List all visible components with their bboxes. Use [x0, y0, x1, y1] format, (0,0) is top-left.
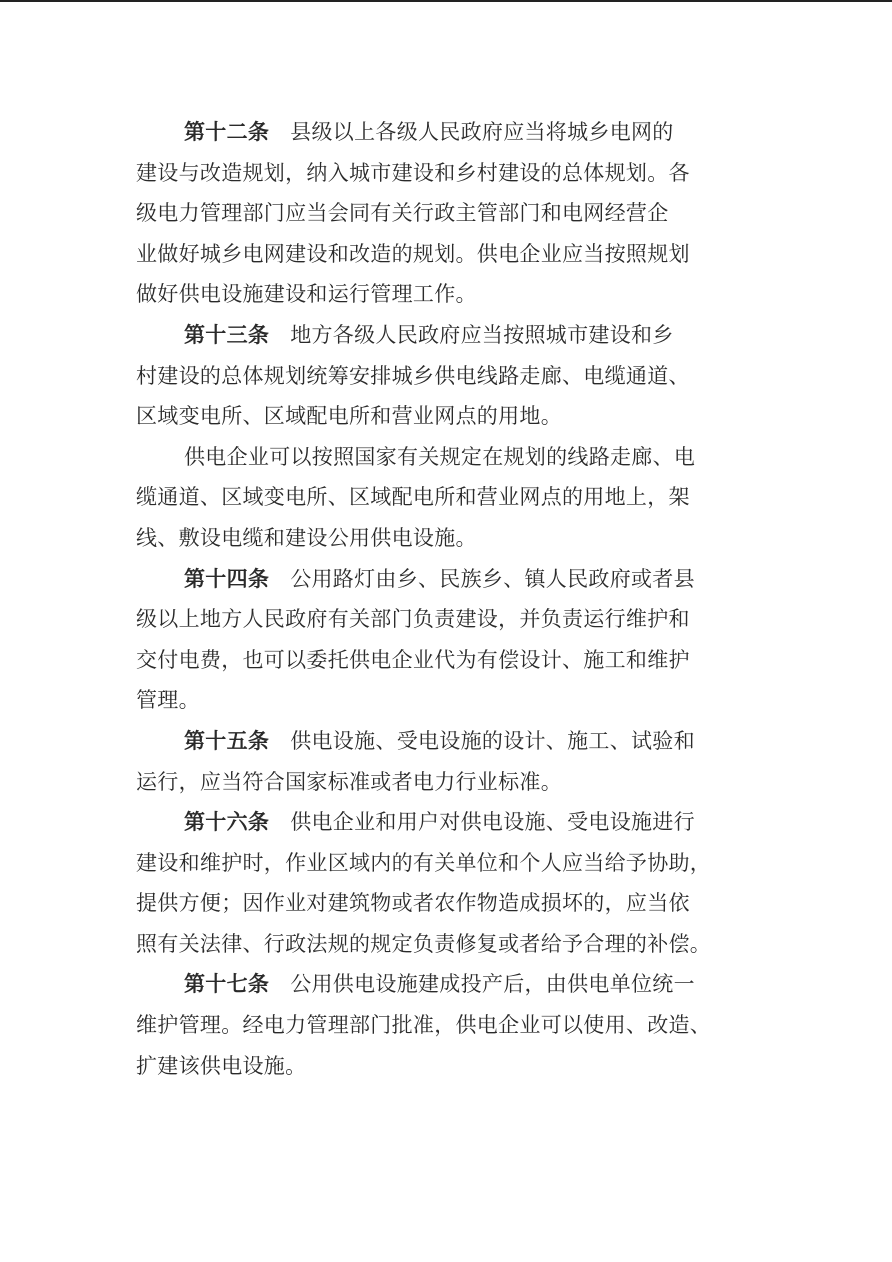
- text-line: 管理。: [136, 688, 200, 713]
- text-line: 县级以上各级人民政府应当将城乡电网的: [290, 120, 674, 144]
- text-line: 供电设施、受电设施的设计、施工、试验和: [290, 728, 695, 753]
- article-number: 第十四条: [184, 565, 270, 591]
- text-line: 区域变电所、区域配电所和营业网点的用地。: [136, 404, 562, 429]
- text-line: 公用供电设施建成投产后，由供电单位统一: [290, 972, 695, 997]
- text-line: 维护管理。经电力管理部门批准，供电企业可以使用、改造、: [136, 1013, 712, 1038]
- text-line: 公用路灯由乡、民族乡、镇人民政府或者县: [290, 566, 695, 591]
- text-line: 建设与改造规划，纳入城市建设和乡村建设的总体规划。各: [136, 160, 690, 185]
- text-line: 扩建该供电设施。: [136, 1053, 307, 1078]
- article-13-paragraph: [136, 315, 758, 437]
- article-number: 第十六条: [184, 809, 270, 835]
- article-number: 第十七条: [184, 971, 270, 997]
- text-line: 做好供电设施建设和运行管理工作。: [136, 282, 477, 307]
- text-line: 业做好城乡电网建设和改造的规划。供电企业应当按照规划: [136, 241, 690, 266]
- text-line: 运行，应当符合国家标准或者电力行业标准。: [136, 769, 562, 794]
- article-15-paragraph: [136, 721, 758, 802]
- text-line: 线、敷设电缆和建设公用供电设施。: [136, 525, 477, 550]
- text-line: 供电企业和用户对供电设施、受电设施进行: [290, 810, 695, 835]
- text-line: 缆通道、区域变电所、区域配电所和营业网点的用地上，架: [136, 485, 690, 510]
- text-line: 级电力管理部门应当会同有关行政主管部门和电网经营企: [136, 201, 669, 226]
- text-line: 地方各级人民政府应当按照城市建设和乡: [290, 322, 674, 347]
- article-13-continuation-paragraph: [136, 437, 758, 559]
- document-body: [136, 112, 758, 1086]
- top-border-line: [0, 0, 892, 2]
- article-16-paragraph: [136, 802, 758, 964]
- text-line: 供电企业可以按照国家有关规定在规划的线路走廊、电: [184, 444, 696, 469]
- article-14-paragraph: [136, 559, 758, 721]
- text-line: 提供方便；因作业对建筑物或者农作物造成损坏的，应当依: [136, 891, 690, 916]
- text-line: 照有关法律、行政法规的规定负责修复或者给予合理的补偿。: [136, 931, 712, 956]
- article-number: 第十二条: [184, 119, 270, 144]
- text-line: 级以上地方人民政府有关部门负责建设，并负责运行维护和: [136, 607, 690, 632]
- text-line: 建设和维护时，作业区域内的有关单位和个人应当给予协助，: [136, 850, 712, 875]
- article-17-paragraph: [136, 964, 758, 1086]
- article-12-paragraph: [136, 112, 758, 315]
- text-line: 村建设的总体规划统筹安排城乡供电线路走廊、电缆通道、: [136, 363, 690, 388]
- article-number: 第十五条: [184, 727, 270, 753]
- text-line: 交付电费，也可以委托供电企业代为有偿设计、施工和维护: [136, 647, 690, 672]
- article-number: 第十三条: [184, 321, 270, 347]
